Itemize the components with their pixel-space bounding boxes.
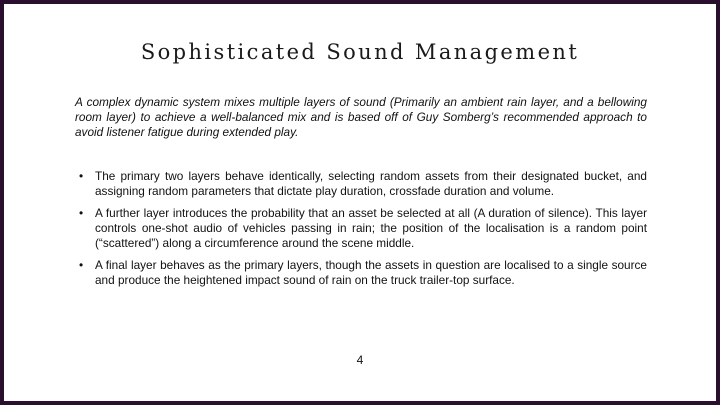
bullet-dot-icon: • [79,258,84,272]
bullet-text: A final layer behaves as the primary layers, though the assets in question are localised to a single source and produce the heightened impact sound of rain on the truck trailer-top surface. [95,258,647,287]
page-number: 4 [356,353,364,367]
bullet-text: The primary two layers behave identically, selecting random assets from their designated bucket, and assigning random parameters that dictate play duration, crossfade duration and volume. [95,169,647,198]
bullet-item [75,169,647,199]
bullet-dot-icon: • [79,206,84,220]
slide-title: Sophisticated Sound Management [140,40,580,64]
bullet-dot-icon: • [79,169,84,183]
slide [4,4,716,401]
intro-paragraph: A complex dynamic system mixes multiple layers of sound (Primarily an ambient rain layer, and a bellowing room layer) to achieve a well-balanced mix and is based off of Guy Somberg’s recommended approach to avoid listener fatigue during extended play. [75,95,647,139]
bullet-text: A further layer introduces the probability that an asset be selected at all (A duration of silence). This layer controls one-shot audio of vehicles passing in rain; the position of the localisation is a random point (“scattered”) along a circumference around the scene middle. [95,206,647,250]
bullet-item [75,206,647,251]
bullet-item [75,258,647,288]
bullet-list [75,169,647,295]
